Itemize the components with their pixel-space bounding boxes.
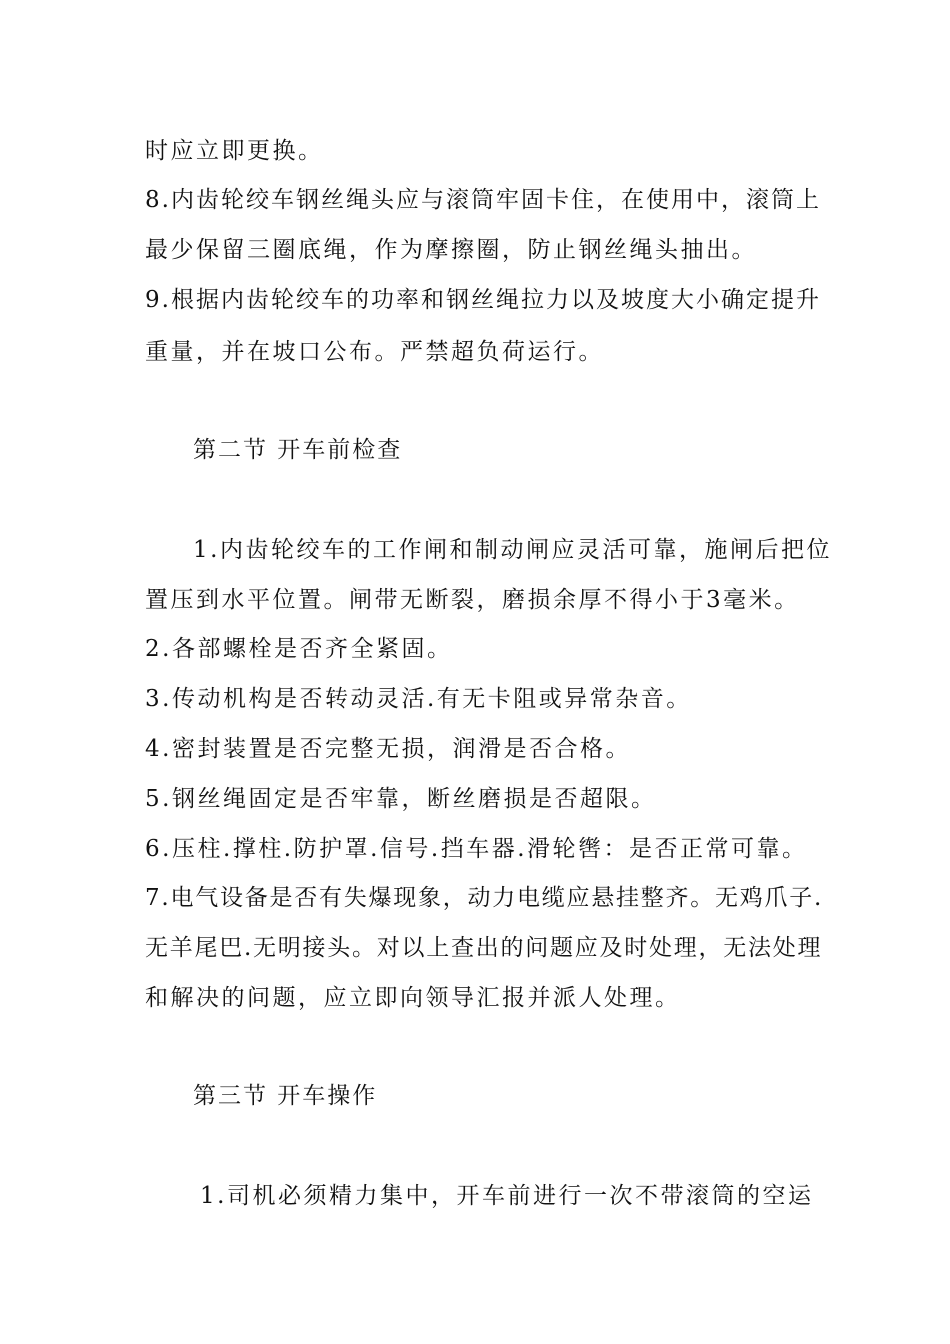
paragraph-line: 9.根据内齿轮绞车的功率和钢丝绳拉力以及坡度大小确定提升: [145, 287, 821, 313]
paragraph-line: 1.司机必须精力集中，开车前进行一次不带滚筒的空运: [200, 1183, 814, 1209]
paragraph-line: 4.密封装置是否完整无损，润滑是否合格。: [145, 736, 631, 762]
paragraph-line: 1.内齿轮绞车的工作闸和制动闸应灵活可靠，施闸后把位: [193, 537, 832, 563]
paragraph-line: 无羊尾巴.无明接头。对以上查出的问题应及时处理，无法处理: [145, 935, 823, 961]
paragraph-line: 重量，并在坡口公布。严禁超负荷运行。: [145, 339, 604, 365]
paragraph-line: 3.传动机构是否转动灵活.有无卡阻或异常杂音。: [145, 686, 692, 712]
paragraph-line: 2.各部螺栓是否齐全紧固。: [145, 636, 453, 662]
paragraph-line: 6.压柱.撑柱.防护罩.信号.挡车器.滑轮辔：是否正常可靠。: [145, 836, 808, 862]
paragraph-line: 7.电气设备是否有失爆现象，动力电缆应悬挂整齐。无鸡爪子.: [145, 885, 824, 911]
paragraph-line: 时应立即更换。: [145, 138, 324, 164]
paragraph-line: 置压到水平位置。闸带无断裂，磨损余厚不得小于3毫米。: [145, 587, 800, 613]
paragraph-line: 最少保留三圈底绳，作为摩擦圈，防止钢丝绳头抽出。: [145, 237, 757, 263]
paragraph-line: 8.内齿轮绞车钢丝绳头应与滚筒牢固卡住，在使用中，滚筒上: [145, 187, 821, 213]
paragraph-line: 5.钢丝绳固定是否牢靠，断丝磨损是否超限。: [145, 786, 657, 812]
section-heading: 第二节 开车前检查: [193, 437, 403, 463]
section-heading: 第三节 开车操作: [193, 1083, 378, 1109]
paragraph-line: 和解决的问题，应立即向领导汇报并派人处理。: [145, 985, 681, 1011]
